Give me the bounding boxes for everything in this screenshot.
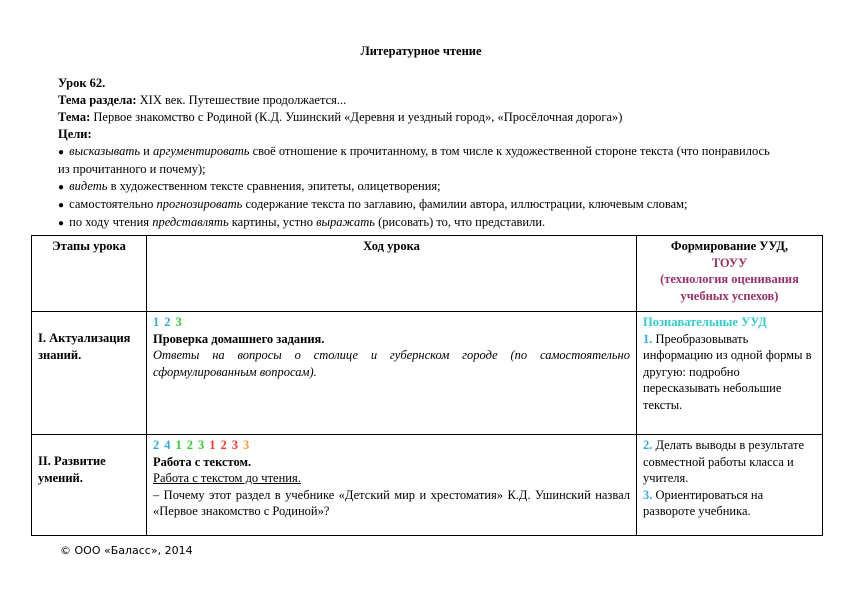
goals-label: Цели:	[58, 127, 92, 141]
table-row	[32, 312, 823, 435]
resource-numbers	[153, 314, 630, 331]
uud-header-title: Формирование УУД,	[670, 239, 789, 253]
goal-item: ● видеть в художественном тексте сравнения, эпитеты, олицетворения;	[58, 179, 441, 193]
resource-number: 3	[198, 438, 205, 452]
cognitive-uud-title: Познавательные УУД	[643, 315, 767, 329]
copyright-footer: © ООО «Баласс», 2014	[60, 544, 193, 557]
resource-number: 2	[220, 438, 227, 452]
header-course: Ход урока	[147, 236, 637, 312]
course-cell	[147, 435, 637, 536]
resource-number: 2	[164, 315, 171, 329]
tech-header: (технология оценивания учебных успехов)	[660, 272, 799, 303]
lesson-header	[58, 75, 778, 232]
resource-number: 3	[231, 438, 238, 452]
resource-number: 2	[186, 438, 193, 452]
page-title: Литературное чтение	[360, 44, 482, 58]
section-line: Тема раздела: XIX век. Путешествие продолжается...	[58, 93, 347, 107]
question-text: – Почему этот раздел в учебнике «Детский мир и хрестоматия» К.Д. Ушинский назвал «Первое знакомство с Родиной»?	[153, 487, 630, 518]
goal-item: ● по ходу чтения представлять картины, устно выражать (рисовать) то, что представили.	[58, 215, 546, 229]
resource-number: 1	[175, 438, 182, 452]
stage-cell: I. Актуализация знаний.	[32, 312, 147, 435]
stage-cell: II. Развитие умений.	[32, 435, 147, 536]
task-description: Ответы на вопросы о столице и губернском городе (по самостоятельно сформулированным вопросам).	[153, 348, 630, 379]
lesson-table	[31, 235, 823, 536]
uud-cell	[637, 435, 823, 536]
resource-numbers	[153, 437, 630, 454]
goal-item: ● самостоятельно прогнозировать содержание текста по заглавию, фамилии автора, иллюстрации, ключевым словам;	[58, 197, 688, 211]
resource-number: 2	[153, 438, 160, 452]
uud-cell	[637, 312, 823, 435]
resource-number: 3	[175, 315, 182, 329]
uud-item: 3. Ориентироваться на развороте учебника.	[643, 487, 764, 518]
uud-item: 2. Делать выводы в результате совместной работы класса и учителя.	[643, 438, 805, 485]
touu-header: ТОУУ	[711, 255, 748, 270]
topic-line: Тема: Первое знакомство с Родиной (К.Д. Ушинский «Деревня и уездный город», «Просёлочная дорога»)	[58, 110, 623, 124]
goal-item: ● высказывать и аргументировать своё отношение к прочитанному, в том числе к художественной стороне текста (что понравилось из прочитанного и почему);	[58, 144, 770, 176]
task-title: Работа с текстом.	[153, 454, 252, 469]
resource-number: 1	[209, 438, 216, 452]
task-title: Проверка домашнего задания.	[153, 331, 325, 346]
task-subtitle: Работа с текстом до чтения.	[153, 471, 301, 485]
header-stages: Этапы урока	[32, 236, 147, 312]
course-cell	[147, 312, 637, 435]
resource-number: 3	[243, 438, 250, 452]
bullet-icon: ●	[58, 200, 65, 211]
table-row	[32, 435, 823, 536]
bullet-icon: ●	[58, 218, 65, 229]
bullet-icon: ●	[58, 182, 65, 193]
resource-number: 1	[153, 315, 160, 329]
table-header-row	[32, 236, 823, 312]
bullet-icon: ●	[58, 147, 65, 158]
lesson-number: Урок 62.	[58, 76, 106, 90]
resource-number: 4	[164, 438, 171, 452]
uud-item: 1. Преобразовывать информацию из одной формы в другую: подробно пересказывать небольшие тексты.	[643, 331, 812, 412]
header-uud	[637, 236, 823, 312]
